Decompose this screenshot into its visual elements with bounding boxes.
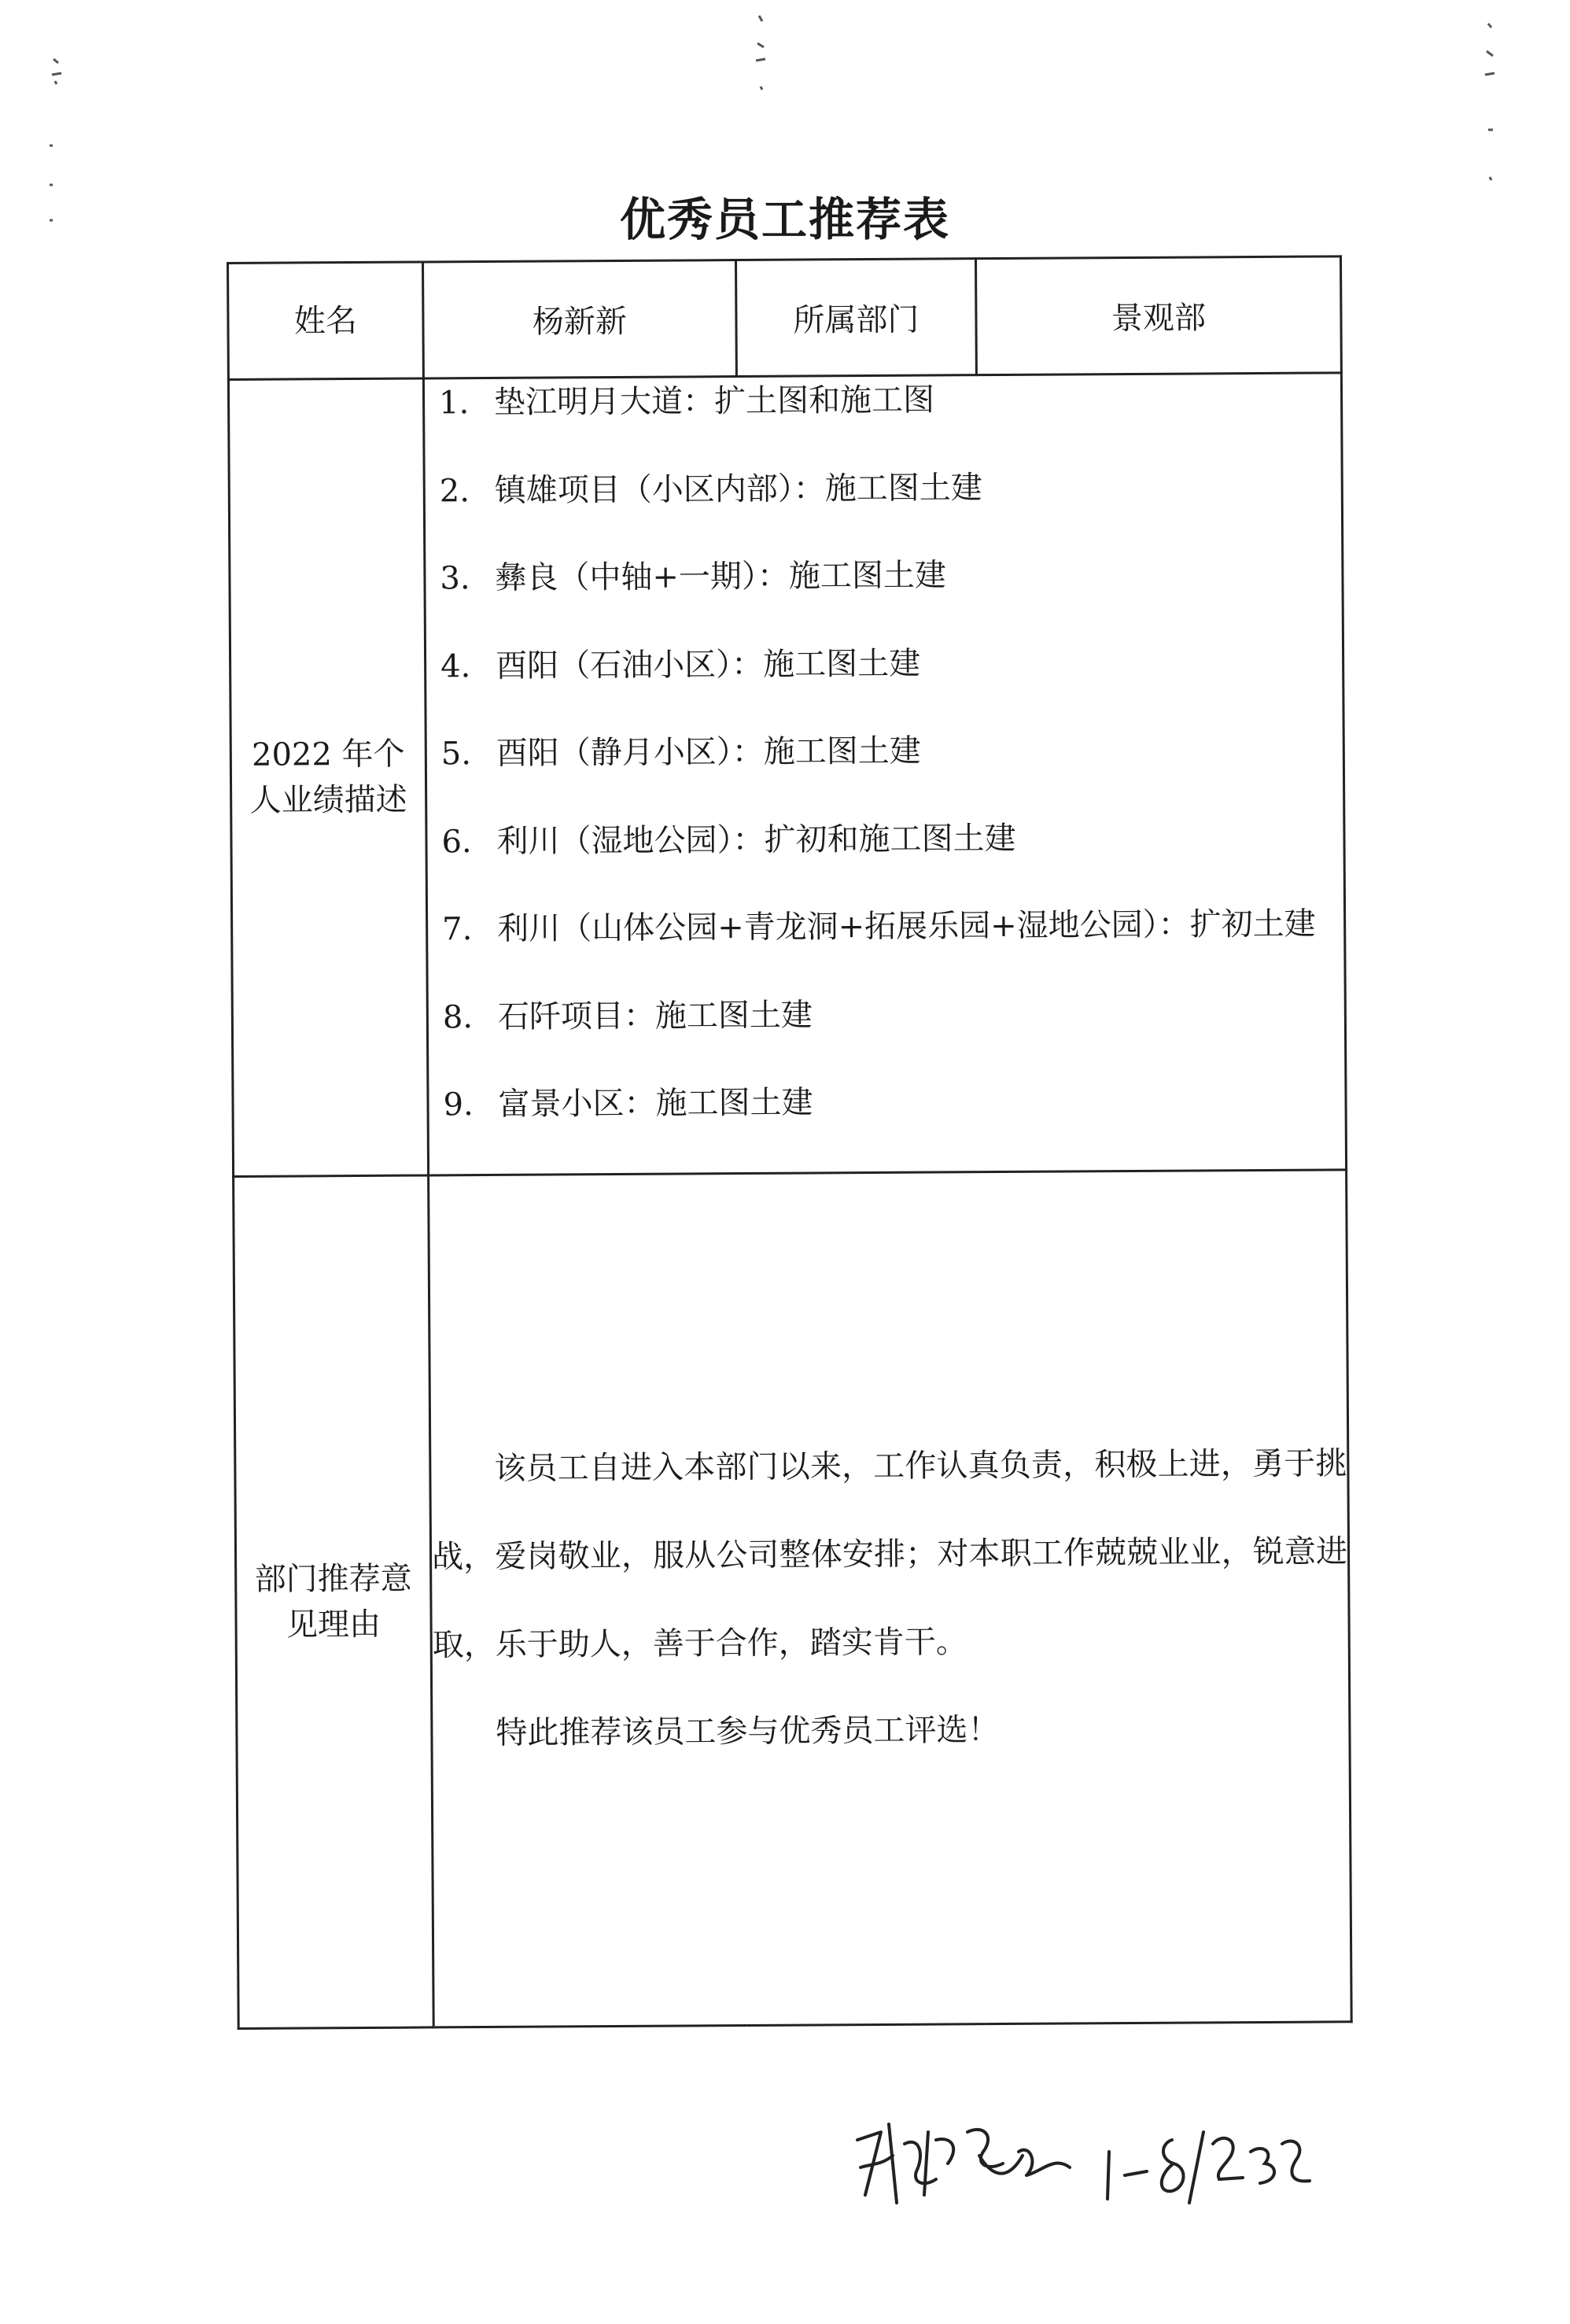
list-item: 3. 彝良（中轴+一期）：施工图土建 [440,557,947,597]
recommendation-row [234,1169,1352,2028]
scan-artifact [751,12,775,90]
scan-artifact [1479,20,1502,208]
recommendation-label [234,1175,434,2027]
recommendation-label-text: 部门推荐意见理由 [254,1560,412,1643]
department-value: 景观部 [975,256,1341,375]
name-label: 姓名 [228,262,424,380]
name-value: 杨新新 [423,260,737,378]
scan-artifact [43,142,59,228]
performance-cell [423,373,1346,1175]
list-item: 6. 利川（湿地公园）：扩初和施工图土建 [441,820,1016,860]
list-item: 2. 镇雄项目（小区内部）：施工图土建 [439,469,982,509]
recommendation-cell [429,1169,1352,2027]
performance-label [228,378,428,1176]
recommendation-paragraph: 该员工自进入本部门以来，工作认真负责，积极上进，勇于挑战，爱岗敬业，服从公司整体安排；对本职工作兢兢业业，锐意进取，乐于助人，善于合作，踏实肯干。 [431,1444,1348,1663]
handwritten-signature [849,2108,1321,2219]
department-label: 所属部门 [735,259,976,377]
recommendation-form-table [227,255,1353,2029]
list-item: 1. 垫江明月大道：扩土图和施工图 [438,382,935,422]
list-item: 5. 酉阳（静月小区）：施工图土建 [440,732,921,773]
list-item: 4. 酉阳（石油小区）：施工图土建 [440,645,921,684]
form-title: 优秀员工推荐表 [619,193,950,246]
header-row [228,256,1342,380]
performance-list [425,374,1345,1174]
recommendation-closing: 特此推荐该员工参与优秀员工评选！ [496,1711,1000,1751]
performance-row [228,373,1346,1176]
performance-label-text: 2022 年个人业绩描述 [249,736,407,819]
list-item: 7. 利川（山体公园+青龙洞+拓展乐园+湿地公园）：扩初土建 [442,906,1316,948]
scan-artifact [47,43,71,98]
list-item: 8. 石阡项目：施工图土建 [442,996,813,1035]
list-item: 9. 富景小区：施工图土建 [443,1084,813,1123]
